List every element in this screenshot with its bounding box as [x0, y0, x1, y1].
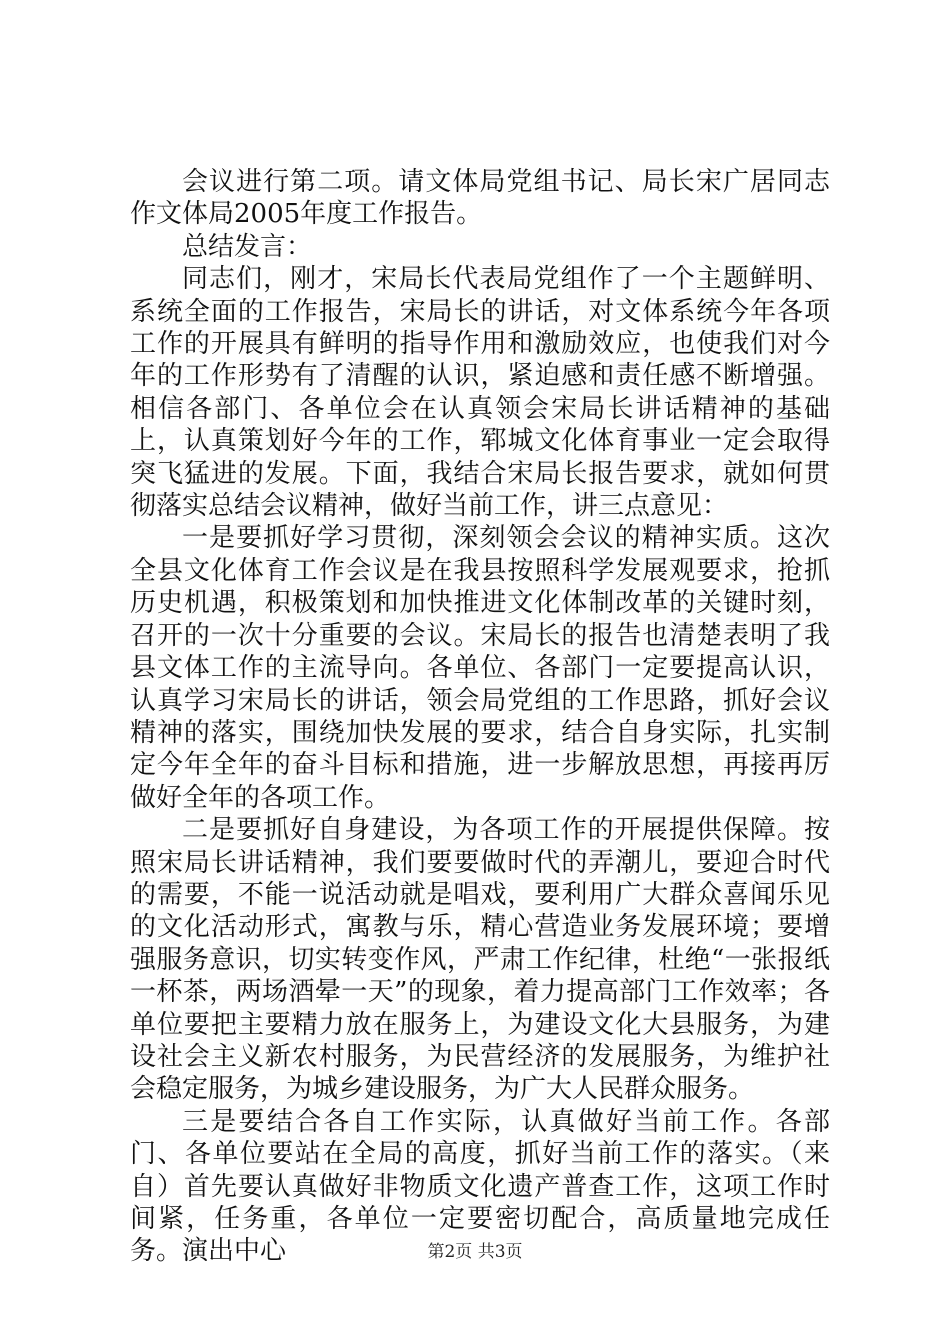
paragraph-closing-speech-heading: 总结发言： [182, 231, 313, 262]
page-number-footer: 第2页 共3页 [427, 1242, 523, 1262]
paragraph-introduction: 同志们，刚才，宋局长代表局党组作了一个主题鲜明、系统全面的工作报告，宋局长的讲话，对文体系统今年各项工作的开展具有鲜明的指导作用和激励效应，也使我们对今年的工作形势有了清醒的认识，紧迫感和责任感不断增强。相信各部门、各单位会在认真领会宋局长讲话精神的基础上，认真策划好今年的工作，郓城文化体育事业一定会取得突飞猛进的发展。下面，我结合宋局长报告要求，就如何贯彻落实总结会议精神，做好当前工作，讲三点意见： [130, 264, 830, 522]
paragraph-point-two: 二是要抓好自身建设，为各项工作的开展提供保障。按照宋局长讲话精神，我们要要做时代的弄潮儿，要迎合时代的需要，不能一说活动就是唱戏，要利用广大群众喜闻乐见的文化活动形式，寓教与乐，精心营造业务发展环境；要增强服务意识，切实转变作风，严肃工作纪律，杜绝“一张报纸一杯茶，两场酒晕一天”的现象，着力提高部门工作效率；各单位要把主要精力放在服务上，为建设文化大县服务，为建设社会主义新农村服务，为民营经济的发展服务，为维护社会稳定服务，为城乡建设服务，为广大人民群众服务。 [130, 815, 830, 1105]
paragraph-point-three: 三是要结合各自工作实际，认真做好当前工作。各部门、各单位要站在全局的高度，抓好当前工作的落实。（来自）首先要认真做好非物质文化遗产普查工作，这项工作时间紧，任务重，各单位一定要密切配合，高质量地完成任务。演出中心 [130, 1106, 830, 1267]
paragraph-point-one: 一是要抓好学习贯彻，深刻领会会议的精神实质。这次全县文化体育工作会议是在我县按照科学发展观要求，抢抓历史机遇，积极策划和加快推进文化体制改革的关键时刻，召开的一次十分重要的会议。宋局长的报告也清楚表明了我县文体工作的主流导向。各单位、各部门一定要提高认识，认真学习宋局长的讲话，领会局党组的工作思路，抓好会议精神的落实，围绕加快发展的要求，结合自身实际，扎实制定今年全年的奋斗目标和措施，进一步解放思想，再接再厉做好全年的各项工作。 [130, 523, 830, 813]
paragraph-agenda-item: 会议进行第二项。请文体局党组书记、局长宋广居同志作文体局2005年度工作报告。 [130, 167, 830, 230]
document-body [130, 166, 830, 1268]
